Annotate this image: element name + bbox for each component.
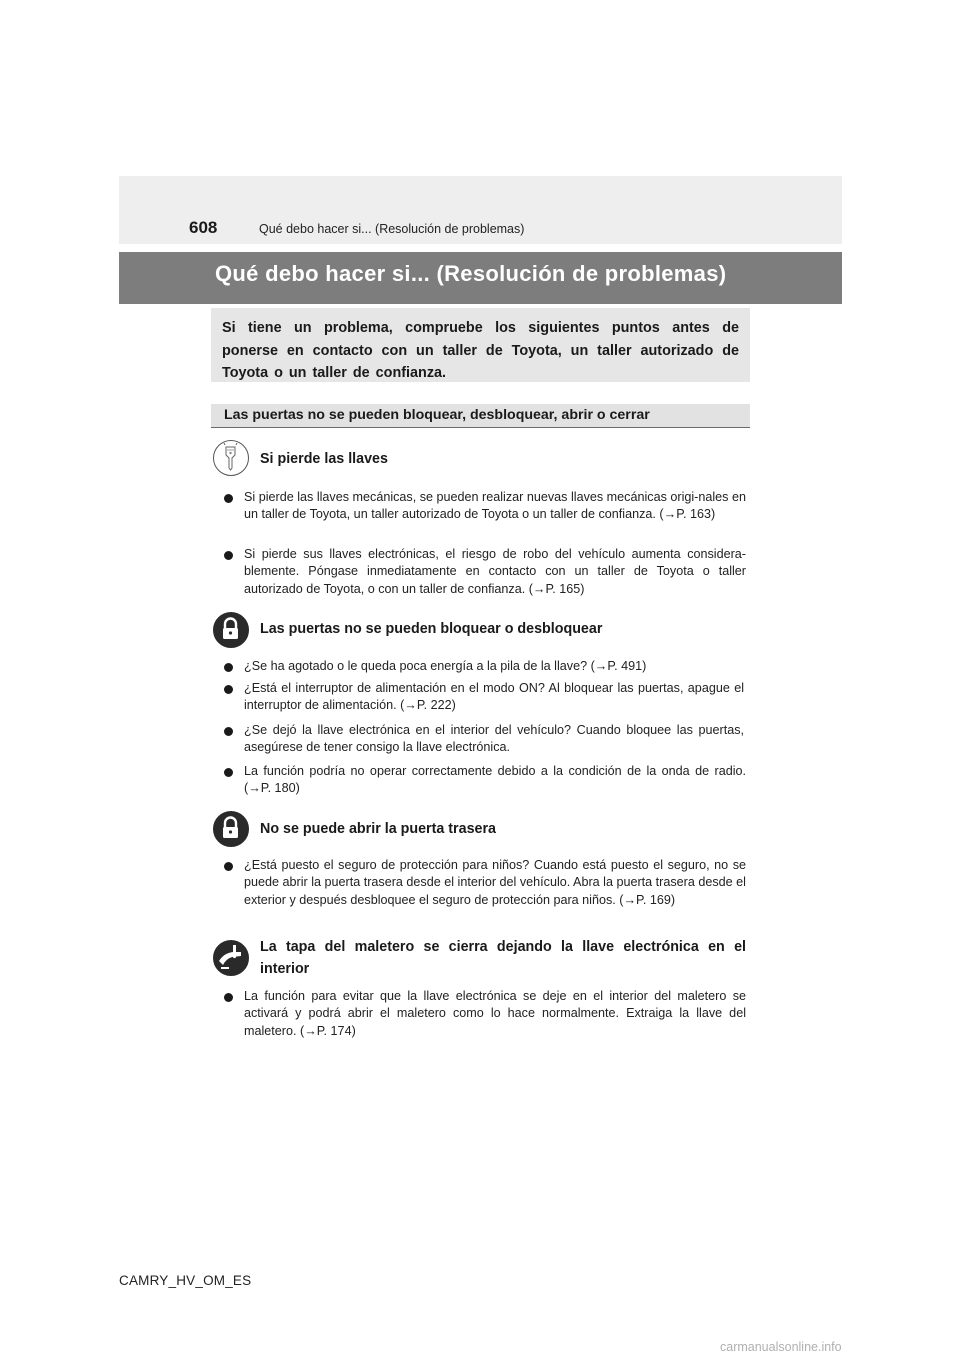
list-item-text: ¿Está el interruptor de alimentación en el modo ON? Al bloquear las puertas, apague el interruptor de alimentación. (→P. 222) <box>244 681 744 713</box>
padlock-icon <box>213 811 249 847</box>
intro-text: Si tiene un problema, compruebe los siguientes puntos antes de ponerse en contacto con un taller de Toyota, un taller autorizado de Toyota o un taller de confianza. <box>222 320 739 381</box>
page-number: 608 <box>189 218 218 237</box>
subsection-title: La tapa del maletero se cierra dejando la llave electrónica en el interior <box>260 939 746 977</box>
list-item-text: La función podría no operar correctamente debido a la condición de la onda de radio. (→P. 180) <box>244 764 746 796</box>
list-item <box>224 680 746 715</box>
list-item-text: ¿Está puesto el seguro de protección para niños? Cuando está puesto el seguro, no se puede abrir la puerta trasera desde el interior del vehículo. Abra la puerta trasera desde el exterior y después desbloquee el seguro de protección para niños. (→P. 169) <box>244 858 746 907</box>
list-item <box>224 988 746 1040</box>
subsection-title: Si pierde las llaves <box>260 451 388 467</box>
list-item <box>224 857 746 909</box>
list-item <box>224 763 746 798</box>
section-heading: Las puertas no se pueden bloquear, desbloquear, abrir o cerrar <box>211 404 750 428</box>
key-icon <box>213 440 249 476</box>
bullet-dot <box>224 663 233 672</box>
list-item <box>224 546 746 598</box>
subsection-title: No se puede abrir la puerta trasera <box>260 821 496 837</box>
bullet-dot <box>224 494 233 503</box>
running-head: Qué debo hacer si... (Resolución de problemas) <box>259 222 525 236</box>
list-item-text: La función para evitar que la llave electrónica se deje en el interior del maletero se activará y podrá abrir el maletero como lo hace normalmente. Extraiga la llave del maletero. (→P. 174) <box>244 989 746 1038</box>
trunk-lid-icon <box>213 940 249 976</box>
bullet-dot <box>224 685 233 694</box>
bullet-dot <box>224 768 233 777</box>
list-item <box>224 722 746 757</box>
list-item <box>224 489 746 524</box>
list-item-text: ¿Se ha agotado o le queda poca energía a la pila de la llave? (→P. 491) <box>244 659 647 673</box>
bullet-dot <box>224 993 233 1002</box>
intro-box <box>211 308 750 382</box>
page-title: Qué debo hacer si... (Resolución de problemas) <box>215 261 727 286</box>
bullet-dot <box>224 862 233 871</box>
list-item-text: Si pierde sus llaves electrónicas, el riesgo de robo del vehículo aumenta considera-blemente. Póngase inmediatamente en contacto con un taller de Toyota o taller autorizado de Toyota, o con un taller de confianza. (→P. 165) <box>244 547 746 596</box>
subsection-title: Las puertas no se pueden bloquear o desbloquear <box>260 621 603 637</box>
list-item-text: Si pierde las llaves mecánicas, se pueden realizar nuevas llaves mecánicas origi-nales en un taller de Toyota, un taller autorizado de Toyota o un taller de confianza. (→P. 163) <box>244 490 746 522</box>
list-item-text: ¿Se dejó la llave electrónica en el interior del vehículo? Cuando bloquee las puertas, asegúrese de tener consigo la llave electrónica. <box>244 723 744 755</box>
padlock-icon <box>213 612 249 648</box>
bullet-dot <box>224 551 233 560</box>
manual-code: CAMRY_HV_OM_ES <box>119 1273 252 1288</box>
watermark: carmanualsonline.info <box>720 1340 842 1354</box>
bullet-dot <box>224 727 233 736</box>
list-item <box>224 658 746 675</box>
title-bar <box>119 252 842 304</box>
